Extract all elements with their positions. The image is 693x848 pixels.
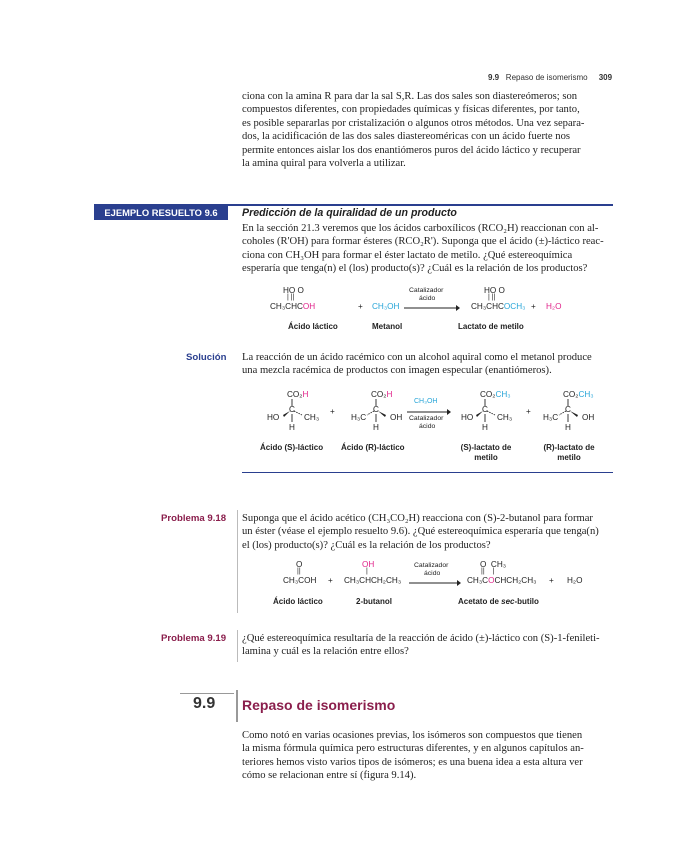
problem-918-label: Problema 9.18 (161, 513, 227, 524)
acetic-o: O (296, 560, 303, 569)
plus-sign: + (330, 407, 335, 416)
example-badge (94, 205, 228, 220)
r-ester-h3c: H₃C (543, 413, 559, 422)
example-line: En la sección 21.3 veremos que los ácidos carboxílicos (RCO₂H) reaccionan con al- (242, 223, 599, 234)
butanol-bond: | (366, 568, 368, 575)
ester-bonds: || | (481, 568, 495, 575)
acetic-oh: OH (304, 576, 317, 585)
section-line: la misma fórmula química pero estructuras diferentes, y en algunos capítulos an- (242, 743, 584, 755)
r-acid-co2: CO₂ (371, 390, 387, 399)
caption-lactate: Lactato de metilo (458, 322, 524, 331)
s-ester-co2: CO₂ (480, 390, 496, 399)
acetic-core: CH₃C (283, 576, 305, 585)
caption-acetic: Ácido láctico (273, 597, 323, 606)
header-page: 309 (598, 73, 613, 82)
example-title-text: Predicción de la quiralidad de un producto (242, 207, 457, 219)
intro-line: ciona con la amina R para dar la sal S,R. Las dos sales son diastereómeros; son (242, 91, 578, 102)
caption-butanol: 2-butanol (356, 597, 392, 606)
r-ester-bonds (556, 398, 586, 424)
plus-sign: + (328, 576, 333, 585)
reactant-methanol: CH₃OH (372, 302, 400, 311)
section-title: Repaso de isomerismo (242, 697, 396, 713)
r-ester-ch3: CH₃ (578, 390, 594, 399)
s-acid-bonds (280, 398, 310, 424)
stereo-catalyst-2: ácido (419, 423, 436, 430)
catalyst-label: Catalizador (409, 287, 444, 294)
reactant-lactic-core: CH₃CHC (270, 302, 303, 311)
caption-s-acid: Ácido (S)-láctico (260, 443, 324, 452)
running-header (488, 73, 612, 82)
s-ester-c: C (482, 405, 488, 414)
caption-sec-butyl-c: -butilo (514, 597, 539, 606)
section-paragraph (242, 729, 615, 783)
product-water: H₂O (546, 302, 562, 311)
solution-paragraph (242, 351, 615, 378)
r-ester-c: C (565, 405, 571, 414)
problem-918-line: Suponga que el ácido acético (CH₃CO₂H) reacciona con (S)-2-butanol para formar (242, 513, 593, 524)
example-line: ciona con CH₃OH para formar el éster lactato de metilo. ¿Qué estereoquímica (242, 249, 573, 261)
s-acid-ho: HO (267, 413, 280, 422)
solution-line: una mezcla racémica de productos con imagen especular (enantiómeros). (242, 365, 552, 377)
reaction-arrow (404, 305, 460, 311)
product-lactate-core: CH₃CHC (471, 302, 504, 311)
intro-line: compuestos diferentes, con propiedades químicas y físicas diferentes, por tanto, (242, 104, 580, 116)
caption-s-ester (458, 443, 514, 463)
section-number: 9.9 (193, 695, 216, 712)
reactant-lactic-topgroups: HO O (283, 286, 304, 295)
stereo-catalyst: Catalizador (409, 415, 444, 422)
r-ester-h: H (565, 423, 571, 432)
caption-sec-butyl-b: sec (501, 597, 515, 606)
problem-919-paragraph (242, 632, 615, 659)
problem-918-line: el (los) producto(s)? ¿Cuál es la relación de los productos? (242, 539, 491, 551)
caption-r-ester-line: metilo (557, 453, 581, 462)
example-badge-text: EJEMPLO RESUELTO 9.6 (104, 207, 218, 218)
plus-sign: + (531, 302, 536, 311)
s-ester-ch3: CH₃ (495, 390, 511, 399)
problem-918-line: un éster (véase el ejemplo resuelto 9.6). ¿Qué estereoquímica esperaría que tenga(n) (242, 526, 599, 538)
caption-s-ester-line: metilo (474, 453, 498, 462)
caption-s-ester-line: (S)-lactato de (460, 443, 512, 452)
r-acid-bonds (364, 398, 394, 424)
example-end-rule (242, 472, 613, 473)
product-lactate (471, 302, 525, 311)
reactant-lactic-oh: OH (302, 302, 316, 311)
example-line: esperaría que tenga(n) el (los) producto(s)? ¿Cuál es la relación de los productos? (242, 263, 588, 275)
problem-918-rule (237, 510, 238, 613)
problem-919-rule (237, 630, 238, 662)
section-line: Como notó en varias ocasiones previas, los isómeros son compuestos que tienen (242, 730, 583, 741)
butanol-oh: OH (362, 560, 375, 569)
solution-line: La reacción de un ácido racémico con un alcohol aquiral como el metanol produce (242, 352, 592, 363)
caption-r-acid: Ácido (R)-láctico (341, 443, 405, 452)
example-paragraph (242, 222, 615, 276)
butanol: CH₃CHCH₂CH₃ (344, 576, 402, 585)
r-ester-co2: CO₂ (563, 390, 579, 399)
section-vertical-rule (236, 690, 238, 722)
r-acid-c: C (373, 405, 379, 414)
ester-o: O (488, 576, 495, 585)
catalyst-label-2: ácido (419, 295, 436, 302)
s-ester-methyl: CH₃ (497, 413, 513, 422)
section-line: teriores hemos visto varios tipos de isómeros; es una buena idea a esta altura ver (242, 756, 583, 768)
r-acid-h: H (373, 423, 379, 432)
ester-product (467, 576, 536, 585)
intro-line: dos, la acidificación de las dos sales diastereoméricas con un ácido fuerte nos (242, 131, 570, 143)
s-acid-h: H (302, 390, 309, 399)
s-acid-ch3: CH₃ (304, 413, 320, 422)
ester-core: CH₃C (467, 576, 489, 585)
product-lactate-och3: OCH₃ (503, 302, 526, 311)
plus-sign: + (358, 302, 363, 311)
solution-label: Solución (186, 352, 227, 363)
r-ester-oh: OH (582, 413, 595, 422)
product-lactate-topgroups: HO O (484, 286, 505, 295)
acetic-bond: || (297, 568, 301, 575)
intro-line: es posible separarlas por cristalización o algunos otros métodos. Una vez separa- (242, 117, 585, 129)
reactant-lactic (270, 302, 315, 311)
problem-919-label: Problema 9.19 (161, 633, 227, 644)
intro-line: la amina quiral para volverla a utilizar. (242, 158, 406, 170)
product-lactate-bonds: | || (488, 294, 496, 301)
p918-catalyst: Catalizador (414, 562, 449, 569)
p918-catalyst-2: ácido (424, 570, 441, 577)
ester-top: O CH₃ (480, 560, 507, 569)
caption-sec-butyl (458, 597, 539, 606)
caption-lactic: Ácido láctico (288, 322, 338, 331)
plus-sign: + (549, 576, 554, 585)
intro-paragraph (242, 90, 615, 170)
s-ester-h: H (482, 423, 488, 432)
stereo-reagent: CH₃OH (414, 398, 438, 405)
acetic-acid (283, 576, 316, 585)
r-acid-h: H (386, 390, 393, 399)
problem-919-line: lamina y cuál es la relación entre ellos? (242, 646, 409, 658)
ester-chain: CHCH₂CH₃ (494, 576, 537, 585)
example-line: coholes (R'OH) para formar ésteres (RCO₂R'). Suponga que el ácido (±)-láctico reac- (242, 236, 604, 248)
s-acid-h: H (289, 423, 295, 432)
s-acid-co2: CO₂ (287, 390, 303, 399)
caption-methanol: Metanol (372, 322, 403, 331)
s-ester-bonds (473, 398, 503, 424)
problem-918-paragraph (242, 512, 615, 552)
caption-r-ester (540, 443, 598, 463)
p918-water: H₂O (567, 576, 583, 585)
r-acid-oh: OH (390, 413, 403, 422)
plus-sign: + (526, 407, 531, 416)
s-acid-c: C (289, 405, 295, 414)
section-line: cómo se relacionan entre sí (figura 9.14). (242, 770, 417, 782)
s-ester-ho: HO (461, 413, 474, 422)
caption-sec-butyl-a: Acetato de (458, 597, 502, 606)
section-number-rule (180, 693, 234, 694)
header-title: Repaso de isomerismo (505, 73, 588, 82)
example-title (242, 207, 457, 219)
problem-919-line: ¿Qué estereoquímica resultaría de la reacción de ácido (±)-láctico con (S)-1-fenileti- (242, 633, 600, 644)
r-acid-h3c: H₃C (351, 413, 367, 422)
header-section: 9.9 (488, 73, 500, 82)
p918-arrow (409, 580, 461, 586)
intro-line: permite entonces aislar los dos enantiómeros puros del ácido láctico y recuperar (242, 144, 581, 156)
caption-r-ester-line: (R)-lactato de (543, 443, 595, 452)
reactant-lactic-bonds: | || (287, 294, 295, 301)
